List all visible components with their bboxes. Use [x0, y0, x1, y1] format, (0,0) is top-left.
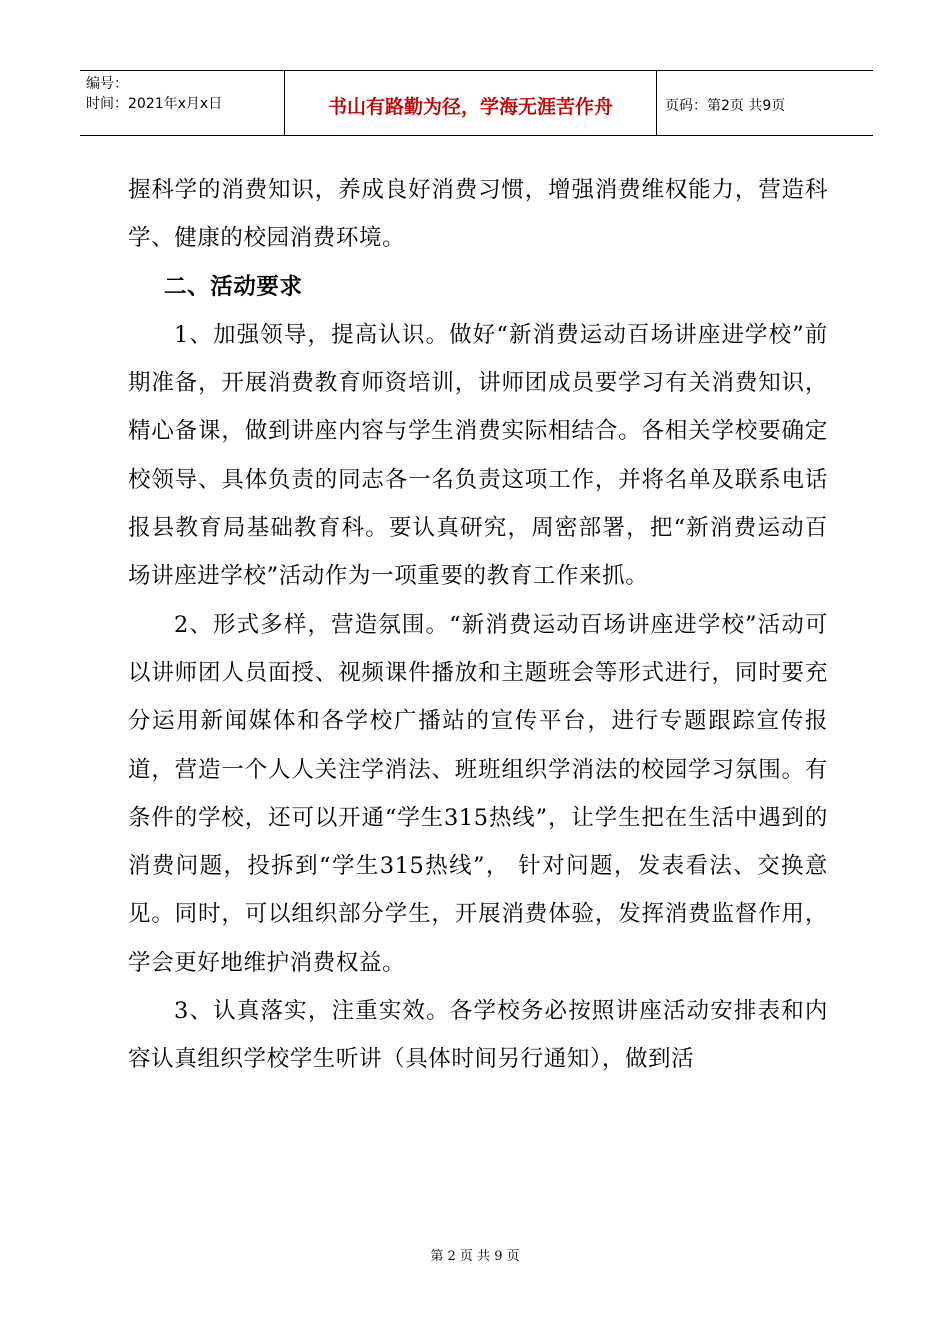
- header-motto: 书山有路勤为径，学海无涯苦作舟: [285, 71, 657, 135]
- header-page-number: 页码：第2页 共9页: [665, 98, 786, 114]
- header-meta: [80, 71, 285, 135]
- paragraph-3: 3、认真落实，注重实效。各学校务必按照讲座活动安排表和内容认真组织学校学生听讲（具体时间另行通知），做到活: [128, 998, 828, 1073]
- document-body: [128, 166, 828, 1084]
- section-title: 二、活动要求: [164, 273, 303, 300]
- paragraph-1: 1、加强领导，提高认识。做好“新消费运动百场讲座进学校”前期准备，开展消费教育师资培训，讲师团成员要学习有关消费知识，精心备课，做到讲座内容与学生消费实际相结合。各相关学校要确定校领导、具体负责的同志各一名负责这项工作，并将名单及联系电话报县教育局基础教育科。要认真研究，周密部署，把“新消费运动百场讲座进学校”活动作为一项重要的教育工作来抓。: [128, 321, 828, 590]
- paragraph-2: 2、形式多样，营造氛围。“新消费运动百场讲座进学校”活动可以讲师团人员面授、视频课件播放和主题班会等形式进行，同时要充分运用新闻媒体和各学校广播站的宣传平台，进行专题跟踪宣传报道，营造一个人人关注学消法、班班组织学消法的校园学习氛围。有条件的学校，还可以开通“学生315热线”，让学生把在生活中遇到的消费问题，投拆到“学生315热线”， 针对问题，发表看法、交换意见。同时，可以组织部分学生，开展消费体验，发挥消费监督作用，学会更好地维护消费权益。: [128, 611, 828, 976]
- document-time-label: 时间：2021年x月x日: [86, 96, 223, 112]
- intro-paragraph: 握科学的消费知识，养成良好消费习惯，增强消费维权能力，营造科学、健康的校园消费环境。: [128, 177, 828, 252]
- page-footer: 第 2 页 共 9 页: [430, 1249, 520, 1264]
- page-header: [80, 70, 873, 136]
- document-number-label: 编号：: [86, 76, 128, 92]
